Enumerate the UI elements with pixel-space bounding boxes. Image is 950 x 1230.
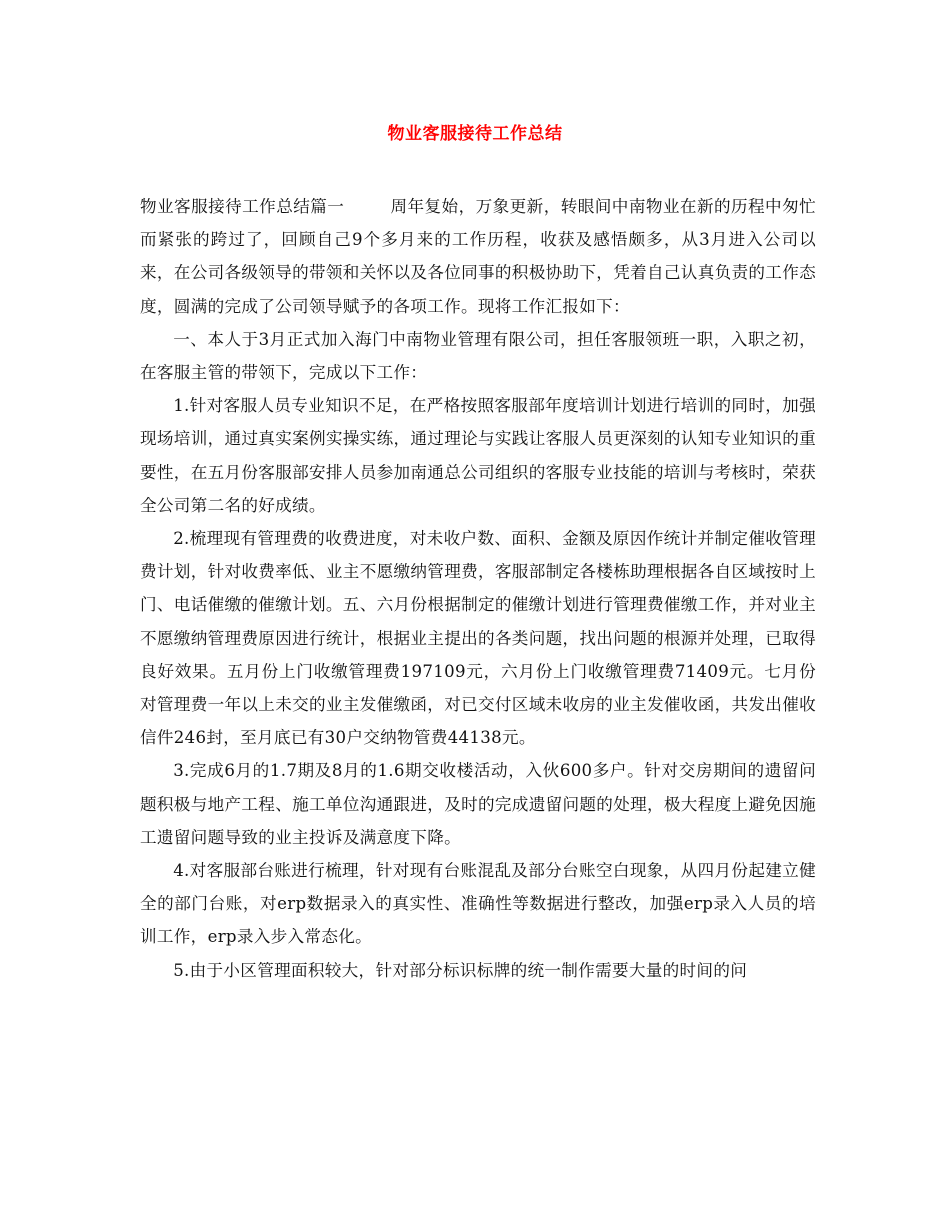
intro-paragraph [140, 190, 816, 323]
paragraph-5: 4.对客服部台账进行梳理，针对现有台账混乱及部分台账空白现象，从四月份起建立健全的部门台账，对erp数据录入的真实性、准确性等数据进行整改，加强erp录入人员的培训工作，erp录入步入常态化。 [140, 861, 816, 947]
document-body [140, 190, 816, 987]
paragraph-6: 5.由于小区管理面积较大，针对部分标识标牌的统一制作需要大量的时间的问 [173, 960, 748, 980]
paragraph-4: 3.完成6月的1.7期及8月的1.6期交收楼活动，入伙600多户。针对交房期间的遗留问题积极与地产工程、施工单位沟通跟进，及时的完成遗留问题的处理，极大程度上避免因施工遗留问题导致的业主投诉及满意度下降。 [140, 761, 816, 847]
paragraph-3: 2.梳理现有管理费的收费进度，对未收户数、面积、金额及原因作统计并制定催收管理费计划，针对收费率低、业主不愿缴纳管理费，客服部制定各楼栋助理根据各自区域按时上门、电话催缴的催缴计划。五、六月份根据制定的催缴计划进行管理费催缴工作，并对业主不愿缴纳管理费原因进行统计，根据业主提出的各类问题，找出问题的根源并处理，已取得良好效果。五月份上门收缴管理费197109元，六月份上门收缴管理费71409元。七月份对管理费一年以上未交的业主发催缴函，对已交付区域未收房的业主发催收函，共发出催收信件246封，至月底已有30户交纳物管费44138元。 [140, 529, 816, 748]
intro-text: 周年复始，万象更新，转眼间中南物业在新的历程中匆忙而紧张的跨过了，回顾自己9个多月来的工作历程，收获及感悟颇多，从3月进入公司以来，在公司各级领导的带领和关怀以及各位同事的积极协助下，凭着自己认真负责的工作态度，圆满的完成了公司领导赋予的各项工作。现将工作汇报如下： [140, 197, 816, 316]
paragraph-1: 一、本人于3月正式加入海门中南物业管理有限公司，担任客服领班一职，入职之初，在客服主管的带领下，完成以下工作： [140, 329, 816, 383]
intro-heading: 物业客服接待工作总结篇一 [140, 197, 345, 216]
paragraph-2: 1.针对客服人员专业知识不足，在严格按照客服部年度培训计划进行培训的同时，加强现场培训，通过真实案例实操实练，通过理论与实践让客服人员更深刻的认知专业知识的重要性，在五月份客服部安排人员参加南通总公司组织的客服专业技能的培训与考核时，荣获全公司第二名的好成绩。 [140, 396, 816, 515]
document-title: 物业客服接待工作总结 [387, 124, 563, 144]
